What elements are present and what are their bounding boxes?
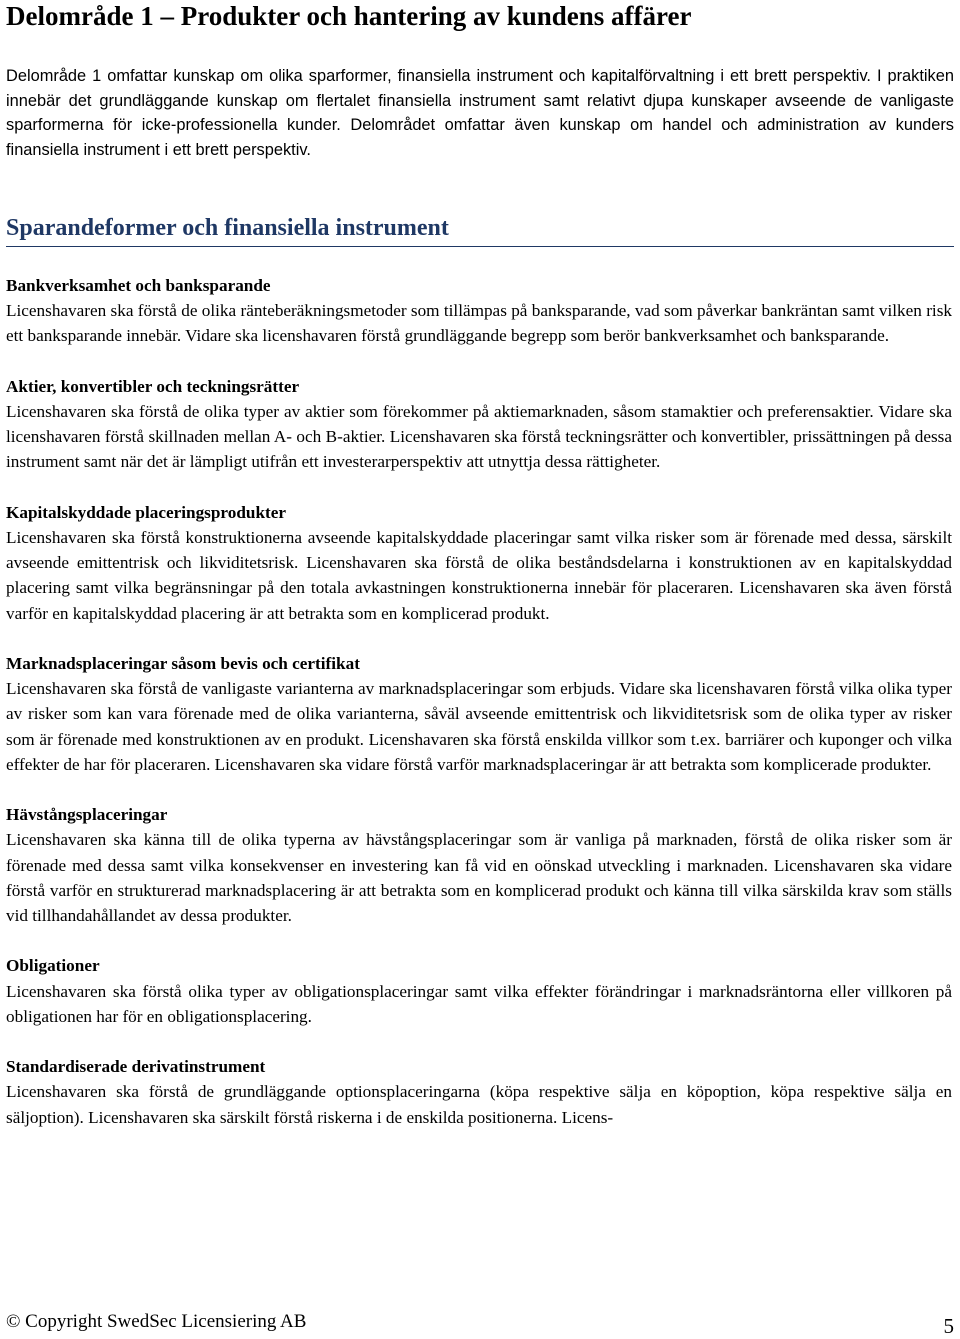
section-heading: Sparandeformer och finansiella instrument	[6, 212, 954, 247]
section-body: Licenshavaren ska förstå olika typer av obligationsplaceringar samt vilka effekter förändringar i marknadsräntorna eller villkoren på obligationen har för en obligationsplacering.	[6, 981, 952, 1026]
page-number: 5	[943, 1314, 954, 1338]
section-body: Licenshavaren ska förstå konstruktionerna avseende kapitalskyddade placeringar samt vilka risker som är förenade med dessa, särskilt avseende emittentrisk och likviditetsrisk. Licenshavaren ska förstå de olika beståndsdelarna i konstruktionen av en kapitalskyddad placering samt vilka begränsningar på den totala avkastningen konstruktionerna innebär för placeraren. Licenshavaren ska även förstå varför en kapitalskyddad placering är att betrakta som en komplicerad produkt.	[6, 528, 952, 623]
section-body: Licenshavaren ska förstå de grundläggande optionsplaceringarna (köpa respektive sälja en köpoption, köpa respektive sälja en säljoption). Licenshavaren ska särskilt förstå riskerna i de enskilda positionerna. Licens-	[6, 1082, 952, 1127]
section-marknadsplaceringar	[6, 651, 952, 777]
section-obligationer	[6, 953, 952, 1029]
section-body: Licenshavaren ska förstå de olika typer av aktier som förekommer på aktiemarknaden, såsom stamaktier och preferensaktier. Vidare ska licenshavaren förstå skillnaden mellan A- och B-aktier. Licenshavaren ska förstå teckningsrätter och konvertibler, prissättningen på dessa instrument samt när det är lämpligt utifrån ett investerarperspektiv att utnyttja dessa rättigheter.	[6, 402, 952, 472]
copyright-text: © Copyright SwedSec Licensiering AB	[6, 1311, 307, 1332]
section-havstang	[6, 802, 952, 928]
section-body: Licenshavaren ska känna till de olika typerna av hävstångsplaceringar som är vanliga på marknaden, förstå de olika risker som är förenade med dessa samt vilka konsekvenser en investering kan få vid en oönskad utveckling i marknaden. Licenshavaren ska vidare förstå varför en strukturerad marknadsplacering är att betrakta som en komplicerad produkt och känna till vilka särskilda krav som ställs vid tillhandahållandet av dessa produkter.	[6, 830, 952, 926]
section-title: Obligationer	[6, 956, 100, 976]
section-title: Aktier, konvertibler och teckningsrätter	[6, 376, 300, 396]
section-body: Licenshavaren ska förstå de olika ränteberäkningsmetoder som tillämpas på banksparande, vad som påverkar bankräntan samt vilken risk ett banksparande innebär. Vidare ska licenshavaren förstå grundläggande begrepp som berör bankverksamhet och banksparande.	[6, 301, 952, 346]
section-title: Kapitalskyddade placeringsprodukter	[6, 502, 286, 522]
section-kapitalskyddade	[6, 500, 952, 626]
section-aktier	[6, 374, 952, 475]
sections-container	[6, 273, 952, 1155]
section-derivat	[6, 1054, 952, 1130]
section-title: Marknadsplaceringar såsom bevis och certifikat	[6, 654, 360, 673]
intro-paragraph: Delområde 1 omfattar kunskap om olika sparformer, finansiella instrument och kapitalförvaltning i ett brett perspektiv. I praktiken innebär det grundläggande kunskap om flertalet finansiella instrument samt relativt djupa kunskaper avseende de vanligaste sparformerna för icke-professionella kunder. Delområdet omfattar även kunskap om handel och administration av kunders finansiella instrument i ett brett perspektiv.	[6, 67, 954, 159]
section-title: Standardiserade derivatinstrument	[6, 1057, 266, 1077]
section-bankverksamhet	[6, 273, 952, 349]
section-title: Bankverksamhet och banksparande	[6, 276, 271, 295]
section-title: Hävstångsplaceringar	[6, 805, 168, 825]
page-title: Delområde 1 – Produkter och hantering av kundens affärer	[6, 1, 692, 31]
section-body: Licenshavaren ska förstå de vanligaste varianterna av marknadsplaceringar som erbjuds. Vidare ska licenshavaren förstå vilka olika typer av risker som kan vara förenade med de olika varianterna, såväl avseende emittentrisk och likviditetsrisk som de olika typer av risker som är förenade med konstruktionen av en produkt. Licenshavaren ska förstå enskilda villkor som t.ex. barriärer och kuponger och vilka effekter de har för placeraren. Licenshavaren ska vidare förstå varför marknadsplaceringar är att betrakta som komplicerade produkter.	[6, 679, 952, 774]
